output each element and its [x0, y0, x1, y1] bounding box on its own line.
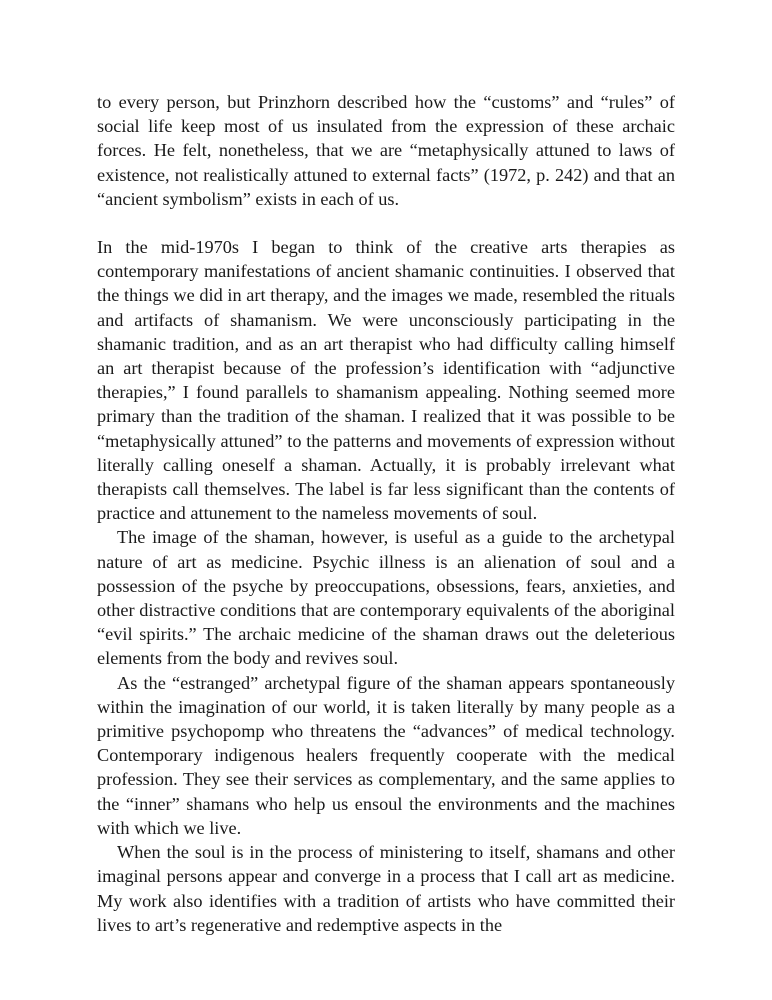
document-page: [97, 90, 675, 937]
paragraph-estranged-shaman: As the “estranged” archetypal figure of the shaman appears spontaneously within the imagination of our world, it is taken literally by many people as a primitive psychopomp who threatens the “advances” of medical technology. Contemporary indigenous healers frequently cooperate with the medical profession. They see their services as complementary, and the same applies to the “inner” shamans who help us ensoul the environments and the machines with which we live.: [97, 672, 675, 838]
paragraph-image-of-shaman: The image of the shaman, however, is useful as a guide to the archetypal nature of art as medicine. Psychic illness is an alienation of soul and a possession of the psyche by preoccupations, obsessions, fears, anxieties, and other distractive conditions that are contemporary equivalents of the aboriginal “evil spirits.” The archaic medicine of the shaman draws out the deleterious elements from the body and revives soul.: [97, 527, 675, 669]
paragraph-soul-ministering: When the soul is in the process of ministering to itself, shamans and other imaginal persons appear and converge in a process that I call art as medicine. My work also identifies with a tradition of artists who have committed their lives to art’s regenerative and redemptive aspects in the: [97, 842, 675, 935]
paragraph-prinzhorn-continuation: to every person, but Prinzhorn described how the “customs” and “rules” of social life keep most of us insulated from the expression of these archaic forces. He felt, nonetheless, that we are “metaphysically attuned to laws of existence, not realistically attuned to external facts” (1972, p. 242) and that an “ancient symbolism” exists in each of us.: [97, 92, 675, 209]
paragraph-mid-1970s: In the mid-1970s I began to think of the creative arts therapies as contemporary manifestations of ancient shamanic continuities. I observed that the things we did in art therapy, and the images we made, resembled the rituals and artifacts of shamanism. We were unconsciously participating in the shamanic tradition, and as an art therapist who had difficulty calling himself an art therapist because of the profession’s identification with “adjunctive therapies,” I found parallels to shamanism appealing. Nothing seemed more primary than the tradition of the shaman. I realized that it was possible to be “metaphysically attuned” to the patterns and movements of expression without literally calling oneself a shaman. Actually, it is probably irrelevant what therapists call themselves. The label is far less significant than the contents of practice and attunement to the nameless movements of soul.: [97, 237, 675, 524]
